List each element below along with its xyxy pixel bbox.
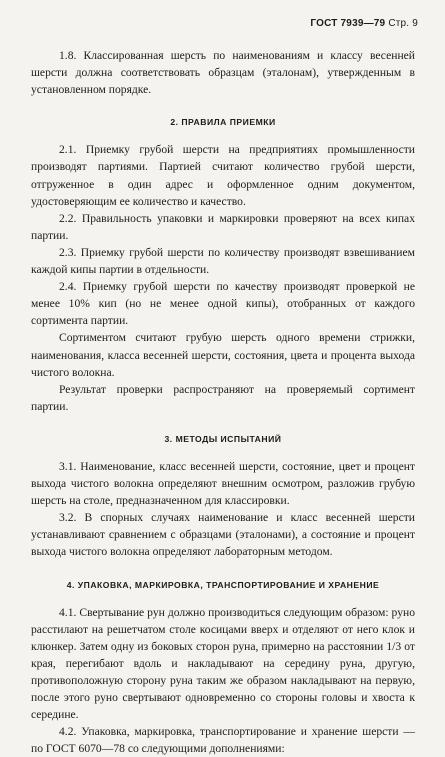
paragraph: 4.1. Свертывание рун должно производиться следующим образом: руно расстилают на решетчатом столе косицами вверх и отделяют от него клок и клюнкер. Затем одну из боковых сторон руна, примерно на расстоянии 1/3 от края, перегибают вдоль и накладывают на середину руна, другую, противоположную сторону руна таким же образом накладывают на первую, после этого руно свертывают одновременно со стороны головы и хвоста к середине. [31,605,415,722]
section-title: 3. МЕТОДЫ ИСПЫТАНИЙ [164,433,282,444]
paragraph: 1.8. Классированная шерсть по наименованиям и классу весенней шерсти должна соответствовать образцам (эталонам), утвержденным в установленном порядке. [31,49,415,97]
paragraph: Результат проверки распространяют на проверяемый сортимент партии. [31,382,415,413]
paragraph: 3.1. Наименование, класс весенней шерсти, состояние, цвет и процент выхода чистого волокна определяют внешним осмотром, разложив грубую шерсть на столе, предназначенном для классировки. [31,459,415,508]
paragraph: 2.4. Приемку грубой шерсти по качеству производят проверкой не менее 10% кип (но не менее одной кипы), отобранных от каждого сортимента партии. [31,280,415,328]
paragraph: 4.2. Упаковка, маркировка, транспортирование и хранение шерсти — по ГОСТ 6070—78 со следующими дополнениями: [31,725,415,756]
paragraph: 3.2. В спорных случаях наименование и класс весенней шерсти устанавливают сравнением с образцами (эталонами), а состояние и процент выхода чистого волокна определяют лабораторным методом. [31,511,415,559]
page-number: Стр. 9 [388,18,418,29]
paragraph: 2.2. Правильность упаковки и маркировки проверяют на всех кипах партии. [31,211,415,242]
standard-number: ГОСТ 7939—79 [310,18,386,29]
section-title: 4. УПАКОВКА, МАРКИРОВКА, ТРАНСПОРТИРОВАНИЕ И ХРАНЕНИЕ [66,579,380,590]
paragraph: Сортиментом считают грубую шерсть одного времени стрижки, наименования, класса весенней шерсти, состояния, цвета и процента выхода чистого волокна. [31,331,415,379]
paragraph: 2.1. Приемку грубой шерсти на предприятиях промышленности производят партиями. Партией считают количество грубой шерсти, отгруженное в один адрес и оформленное одним документом, удостоверяющим ее количество и качество. [31,143,415,208]
section-title: 2. ПРАВИЛА ПРИЕМКИ [170,117,276,128]
paragraph: 2.3. Приемку грубой шерсти по количеству производят взвешиванием каждой кипы партии в отдельности. [31,245,415,277]
page-header [310,18,418,29]
document-body [31,47,415,757]
